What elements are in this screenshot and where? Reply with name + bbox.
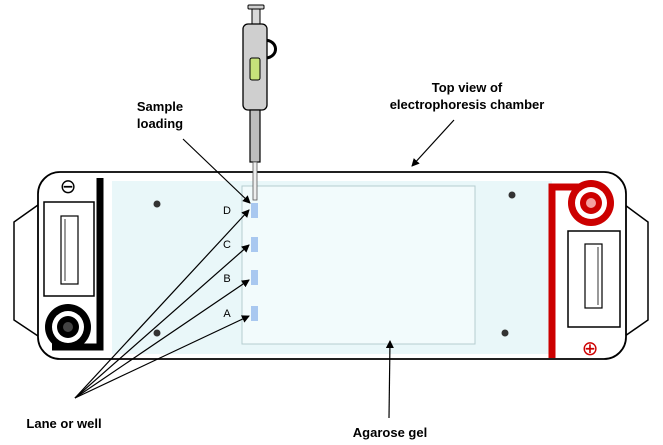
lane-or-well-label: Lane or well	[26, 416, 102, 431]
negative-symbol: ⊖	[59, 174, 77, 198]
sample-loading-label-line2: loading	[136, 116, 184, 131]
sample-loading-label-line1: Sample	[136, 99, 184, 114]
screw-dot	[154, 201, 161, 208]
positive-symbol: ⊕	[581, 336, 599, 360]
screw-dot	[502, 330, 509, 337]
top-view-label-line1: Top view of	[431, 80, 503, 95]
agarose-gel-label: Agarose gel	[352, 425, 428, 440]
pipette-tip	[253, 162, 257, 200]
agarose-gel	[242, 186, 475, 344]
top-view-label-line2: electrophoresis chamber	[389, 97, 545, 112]
arrow-top-view	[412, 120, 454, 166]
chamber-left-bracket	[14, 205, 38, 336]
well-label: B	[223, 273, 231, 285]
well	[251, 203, 258, 218]
pipette-plunger	[252, 9, 260, 24]
pipette-volume-window	[250, 58, 260, 80]
well	[251, 237, 258, 252]
well-label: D	[223, 205, 231, 217]
pipette	[243, 5, 276, 200]
well-label: A	[223, 308, 231, 320]
screw-dot	[509, 192, 516, 199]
positive-slot-inner	[585, 244, 602, 308]
screw-dot	[154, 330, 161, 337]
well-label: C	[223, 239, 231, 251]
pipette-plunger-cap	[248, 5, 264, 9]
well	[251, 306, 258, 321]
negative-slot-inner	[61, 216, 78, 284]
chamber-right-bracket	[625, 205, 648, 336]
pipette-shaft	[250, 110, 260, 162]
well	[251, 270, 258, 285]
